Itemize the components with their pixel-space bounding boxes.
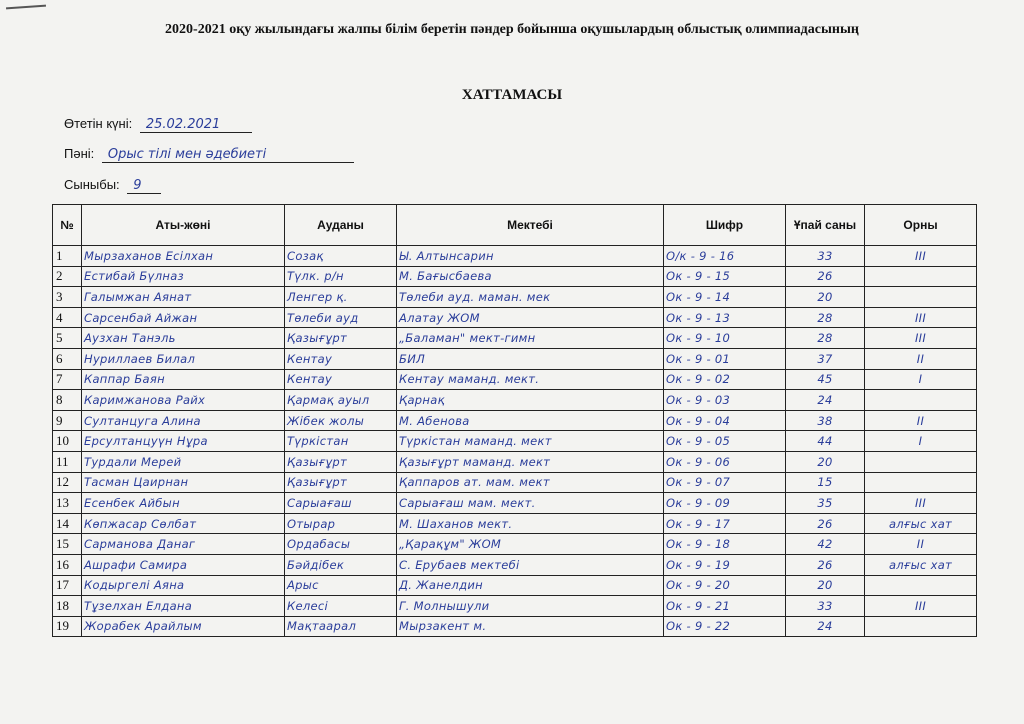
cipher-code-cell: Ок - 9 - 15 <box>664 266 786 287</box>
score-cell: 20 <box>786 575 865 596</box>
col-header-school: Мектебі <box>397 205 664 246</box>
table-row <box>53 431 977 452</box>
subject-value: Орыс тілі мен әдебиеті <box>102 147 354 163</box>
table-row <box>53 246 977 267</box>
district-cell: Сарыағаш <box>285 493 397 514</box>
cipher-code-cell: Ок - 9 - 05 <box>664 431 786 452</box>
row-number-cell: 12 <box>53 472 82 493</box>
score-cell: 24 <box>786 616 865 637</box>
place-cell <box>865 451 977 472</box>
school-cell: Төлеби ауд. маман. мек <box>397 287 664 308</box>
grade-field <box>64 177 161 194</box>
cipher-code-cell: Ок - 9 - 01 <box>664 348 786 369</box>
results-table <box>52 204 977 637</box>
row-number-cell: 17 <box>53 575 82 596</box>
school-cell: Түркістан маманд. мект <box>397 431 664 452</box>
grade-label: Сыныбы: <box>64 177 120 192</box>
district-cell: Түркістан <box>285 431 397 452</box>
district-cell: Отырар <box>285 513 397 534</box>
score-cell: 26 <box>786 513 865 534</box>
row-number-cell: 6 <box>53 348 82 369</box>
district-cell: Төлеби ауд <box>285 307 397 328</box>
table-row <box>53 410 977 431</box>
school-cell: Д. Жанелдин <box>397 575 664 596</box>
col-header-place: Орны <box>865 205 977 246</box>
district-cell: Қазығұрт <box>285 328 397 349</box>
district-cell: Кентау <box>285 348 397 369</box>
student-name-cell: Сарсенбай Айжан <box>82 307 285 328</box>
student-name-cell: Сарманова Данаг <box>82 534 285 555</box>
score-cell: 35 <box>786 493 865 514</box>
table-row <box>53 328 977 349</box>
student-name-cell: Ерсултанцуүн Нұра <box>82 431 285 452</box>
cipher-code-cell: Ок - 9 - 14 <box>664 287 786 308</box>
district-cell: Арыс <box>285 575 397 596</box>
school-cell: Алатау ЖОМ <box>397 307 664 328</box>
place-cell: I <box>865 369 977 390</box>
score-cell: 20 <box>786 451 865 472</box>
grade-value: 9 <box>127 178 161 194</box>
place-cell: II <box>865 410 977 431</box>
place-cell <box>865 287 977 308</box>
row-number-cell: 13 <box>53 493 82 514</box>
student-name-cell: Султанцуга Алина <box>82 410 285 431</box>
table-header-row <box>53 205 977 246</box>
place-cell: II <box>865 534 977 555</box>
school-cell: „Қарақұм" ЖОМ <box>397 534 664 555</box>
row-number-cell: 14 <box>53 513 82 534</box>
school-cell: Кентау маманд. мект. <box>397 369 664 390</box>
school-cell: Г. Молнышули <box>397 596 664 617</box>
document-title: 2020-2021 оқу жылындағы жалпы білім беретін пәндер бойынша оқушылардың облыстық олимпиадасының <box>165 22 859 37</box>
student-name-cell: Есенбек Айбын <box>82 493 285 514</box>
cipher-code-cell: Ок - 9 - 09 <box>664 493 786 514</box>
cipher-code-cell: Ок - 9 - 02 <box>664 369 786 390</box>
score-cell: 37 <box>786 348 865 369</box>
score-cell: 28 <box>786 307 865 328</box>
cipher-code-cell: Ок - 9 - 21 <box>664 596 786 617</box>
row-number-cell: 5 <box>53 328 82 349</box>
student-name-cell: Турдали Мерей <box>82 451 285 472</box>
district-cell: Қармақ ауыл <box>285 390 397 411</box>
date-value: 25.02.2021 <box>140 117 252 133</box>
student-name-cell: Көпжасар Сөлбат <box>82 513 285 534</box>
cipher-code-cell: Ок - 9 - 10 <box>664 328 786 349</box>
document-subtitle: ХАТТАМАСЫ <box>461 87 563 103</box>
row-number-cell: 11 <box>53 451 82 472</box>
row-number-cell: 3 <box>53 287 82 308</box>
cipher-code-cell: Ок - 9 - 17 <box>664 513 786 534</box>
date-label: Өтетін күні: <box>64 116 133 131</box>
col-header-number: № <box>53 205 82 246</box>
district-cell: Кентау <box>285 369 397 390</box>
district-cell: Ордабасы <box>285 534 397 555</box>
cipher-code-cell: Ок - 9 - 03 <box>664 390 786 411</box>
row-number-cell: 1 <box>53 246 82 267</box>
district-cell: Келесі <box>285 596 397 617</box>
place-cell: II <box>865 348 977 369</box>
table-row <box>53 596 977 617</box>
school-cell: „Баламан" мект-гимн <box>397 328 664 349</box>
table-body <box>53 246 977 637</box>
school-cell: М. Бағысбаева <box>397 266 664 287</box>
score-cell: 26 <box>786 266 865 287</box>
student-name-cell: Каппар Баян <box>82 369 285 390</box>
district-cell: Қазығұрт <box>285 451 397 472</box>
score-cell: 24 <box>786 390 865 411</box>
table-row <box>53 616 977 637</box>
table-row <box>53 369 977 390</box>
col-header-name: Аты-жөні <box>82 205 285 246</box>
district-cell: Бәйдібек <box>285 554 397 575</box>
row-number-cell: 4 <box>53 307 82 328</box>
score-cell: 20 <box>786 287 865 308</box>
school-cell: БИЛ <box>397 348 664 369</box>
place-cell: III <box>865 328 977 349</box>
score-cell: 33 <box>786 596 865 617</box>
score-cell: 42 <box>786 534 865 555</box>
place-cell: III <box>865 246 977 267</box>
school-cell: Сарыағаш мам. мект. <box>397 493 664 514</box>
school-cell: Қаппаров ат. мам. мект <box>397 472 664 493</box>
score-cell: 33 <box>786 246 865 267</box>
table-row <box>53 472 977 493</box>
row-number-cell: 9 <box>53 410 82 431</box>
row-number-cell: 19 <box>53 616 82 637</box>
school-cell: Мырзакент м. <box>397 616 664 637</box>
place-cell: III <box>865 493 977 514</box>
table-row <box>53 534 977 555</box>
district-cell: Жібек жолы <box>285 410 397 431</box>
score-cell: 28 <box>786 328 865 349</box>
place-cell <box>865 575 977 596</box>
student-name-cell: Тасман Цаирнан <box>82 472 285 493</box>
student-name-cell: Мырзаханов Есілхан <box>82 246 285 267</box>
cipher-code-cell: О/к - 9 - 16 <box>664 246 786 267</box>
cipher-code-cell: Ок - 9 - 22 <box>664 616 786 637</box>
student-name-cell: Естибай Бүлназ <box>82 266 285 287</box>
date-field <box>64 116 252 133</box>
school-cell: Қазығұрт маманд. мект <box>397 451 664 472</box>
cipher-code-cell: Ок - 9 - 07 <box>664 472 786 493</box>
table-row <box>53 554 977 575</box>
district-cell: Созақ <box>285 246 397 267</box>
score-cell: 15 <box>786 472 865 493</box>
school-cell: С. Ерубаев мектебі <box>397 554 664 575</box>
school-cell: М. Шаханов мект. <box>397 513 664 534</box>
district-cell: Қазығұрт <box>285 472 397 493</box>
place-cell: I <box>865 431 977 452</box>
cipher-code-cell: Ок - 9 - 20 <box>664 575 786 596</box>
cipher-code-cell: Ок - 9 - 13 <box>664 307 786 328</box>
pen-mark <box>6 5 46 10</box>
place-cell: алғыс хат <box>865 554 977 575</box>
row-number-cell: 8 <box>53 390 82 411</box>
cipher-code-cell: Ок - 9 - 19 <box>664 554 786 575</box>
cipher-code-cell: Ок - 9 - 18 <box>664 534 786 555</box>
row-number-cell: 10 <box>53 431 82 452</box>
student-name-cell: Галымжан Аянат <box>82 287 285 308</box>
table-row <box>53 513 977 534</box>
place-cell <box>865 390 977 411</box>
table-row <box>53 266 977 287</box>
district-cell: Мақтаарал <box>285 616 397 637</box>
student-name-cell: Кодыргелі Аяна <box>82 575 285 596</box>
school-cell: М. Абенова <box>397 410 664 431</box>
score-cell: 44 <box>786 431 865 452</box>
score-cell: 45 <box>786 369 865 390</box>
table-row <box>53 390 977 411</box>
school-cell: Ы. Алтынсарин <box>397 246 664 267</box>
place-cell <box>865 616 977 637</box>
table-row <box>53 348 977 369</box>
row-number-cell: 16 <box>53 554 82 575</box>
table-row <box>53 307 977 328</box>
row-number-cell: 7 <box>53 369 82 390</box>
district-cell: Түлк. р/н <box>285 266 397 287</box>
table-row <box>53 287 977 308</box>
table-row <box>53 575 977 596</box>
place-cell <box>865 266 977 287</box>
student-name-cell: Тұзелхан Елдана <box>82 596 285 617</box>
col-header-code: Шифр <box>664 205 786 246</box>
place-cell <box>865 472 977 493</box>
col-header-district: Ауданы <box>285 205 397 246</box>
cipher-code-cell: Ок - 9 - 06 <box>664 451 786 472</box>
table-row <box>53 493 977 514</box>
place-cell: алғыс хат <box>865 513 977 534</box>
student-name-cell: Жорабек Арайлым <box>82 616 285 637</box>
score-cell: 38 <box>786 410 865 431</box>
col-header-score: Ұпай саны <box>786 205 865 246</box>
district-cell: Ленгер қ. <box>285 287 397 308</box>
place-cell: III <box>865 596 977 617</box>
table-row <box>53 451 977 472</box>
student-name-cell: Нуриллаев Билал <box>82 348 285 369</box>
student-name-cell: Ашрафи Самира <box>82 554 285 575</box>
school-cell: Қарнақ <box>397 390 664 411</box>
row-number-cell: 15 <box>53 534 82 555</box>
row-number-cell: 2 <box>53 266 82 287</box>
place-cell: III <box>865 307 977 328</box>
subject-label: Пәні: <box>64 146 95 161</box>
student-name-cell: Аузхан Танэль <box>82 328 285 349</box>
subject-field <box>64 146 354 163</box>
cipher-code-cell: Ок - 9 - 04 <box>664 410 786 431</box>
student-name-cell: Каримжанова Райх <box>82 390 285 411</box>
score-cell: 26 <box>786 554 865 575</box>
row-number-cell: 18 <box>53 596 82 617</box>
